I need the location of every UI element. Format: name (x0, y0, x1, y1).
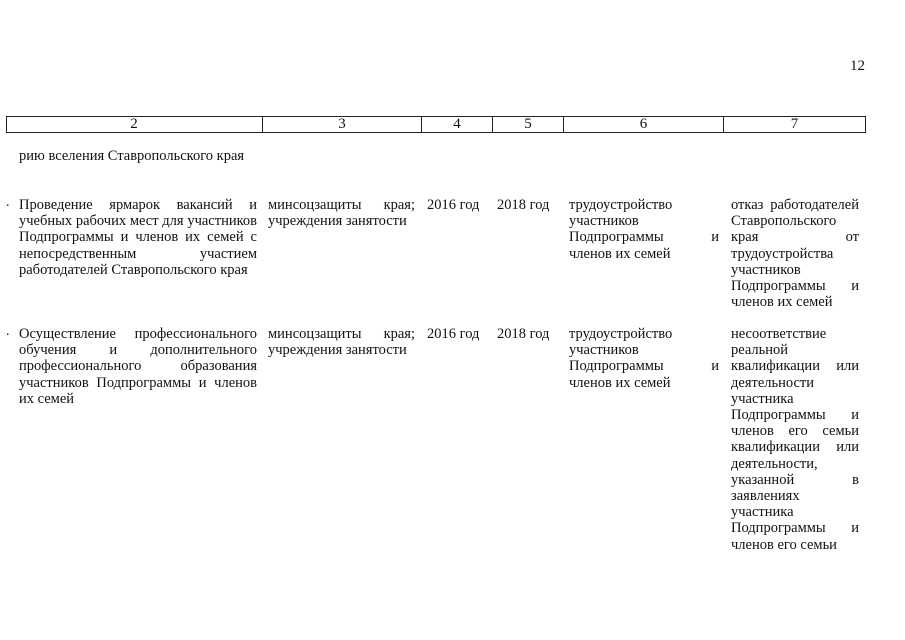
row-1-end-year: 2018 год (497, 197, 550, 213)
row-2-end-year: 2018 год (497, 326, 550, 342)
header-col-7: 7 (724, 116, 866, 132)
page-number: 12 (850, 58, 865, 74)
row-2-executor: минсоцзащиты края; учреждения занятости (268, 326, 415, 359)
row-1-start-year: 2016 год (427, 197, 480, 213)
row-1-executor: минсоцзащиты края; учреждения занятости (268, 197, 415, 230)
row-2-result: трудоустройство участников Подпрограммы и членов их семей (569, 326, 719, 391)
row-2-marker: . (6, 324, 10, 339)
row-2-activity: Осуществление профессионального обучения и дополнительного профессионального образования участников Подпрограммы и членов их семей (19, 326, 257, 407)
row-1-result: трудоустройство участников Подпрограммы и членов их семей (569, 197, 719, 262)
row-1-marker: . (6, 195, 10, 210)
row-1-activity: Проведение ярмарок вакансий и учебных рабочих мест для участников Подпрограммы и членов их семей с непосредственным участием работодателей Ставропольского края (19, 197, 257, 278)
header-col-4: 4 (422, 116, 493, 132)
row-2-risk: несоответствие реальной квалификации или деятельности участника Подпрограммы и членов его семьи квалификации или деятельности, указанной в заявлениях участника Подпрограммы и членов его семьи (731, 326, 859, 553)
header-col-2: 2 (6, 116, 263, 132)
header-bottom-rule (6, 132, 866, 133)
header-col-5: 5 (493, 116, 564, 132)
header-col-3: 3 (263, 116, 422, 132)
header-col-6: 6 (564, 116, 724, 132)
row-1-risk: отказ работодателей Ставропольского края от трудоустройства участников Подпрограммы и членов их семей (731, 197, 859, 311)
continuation-text: рию вселения Ставропольского края (19, 148, 245, 164)
row-2-start-year: 2016 год (427, 326, 480, 342)
